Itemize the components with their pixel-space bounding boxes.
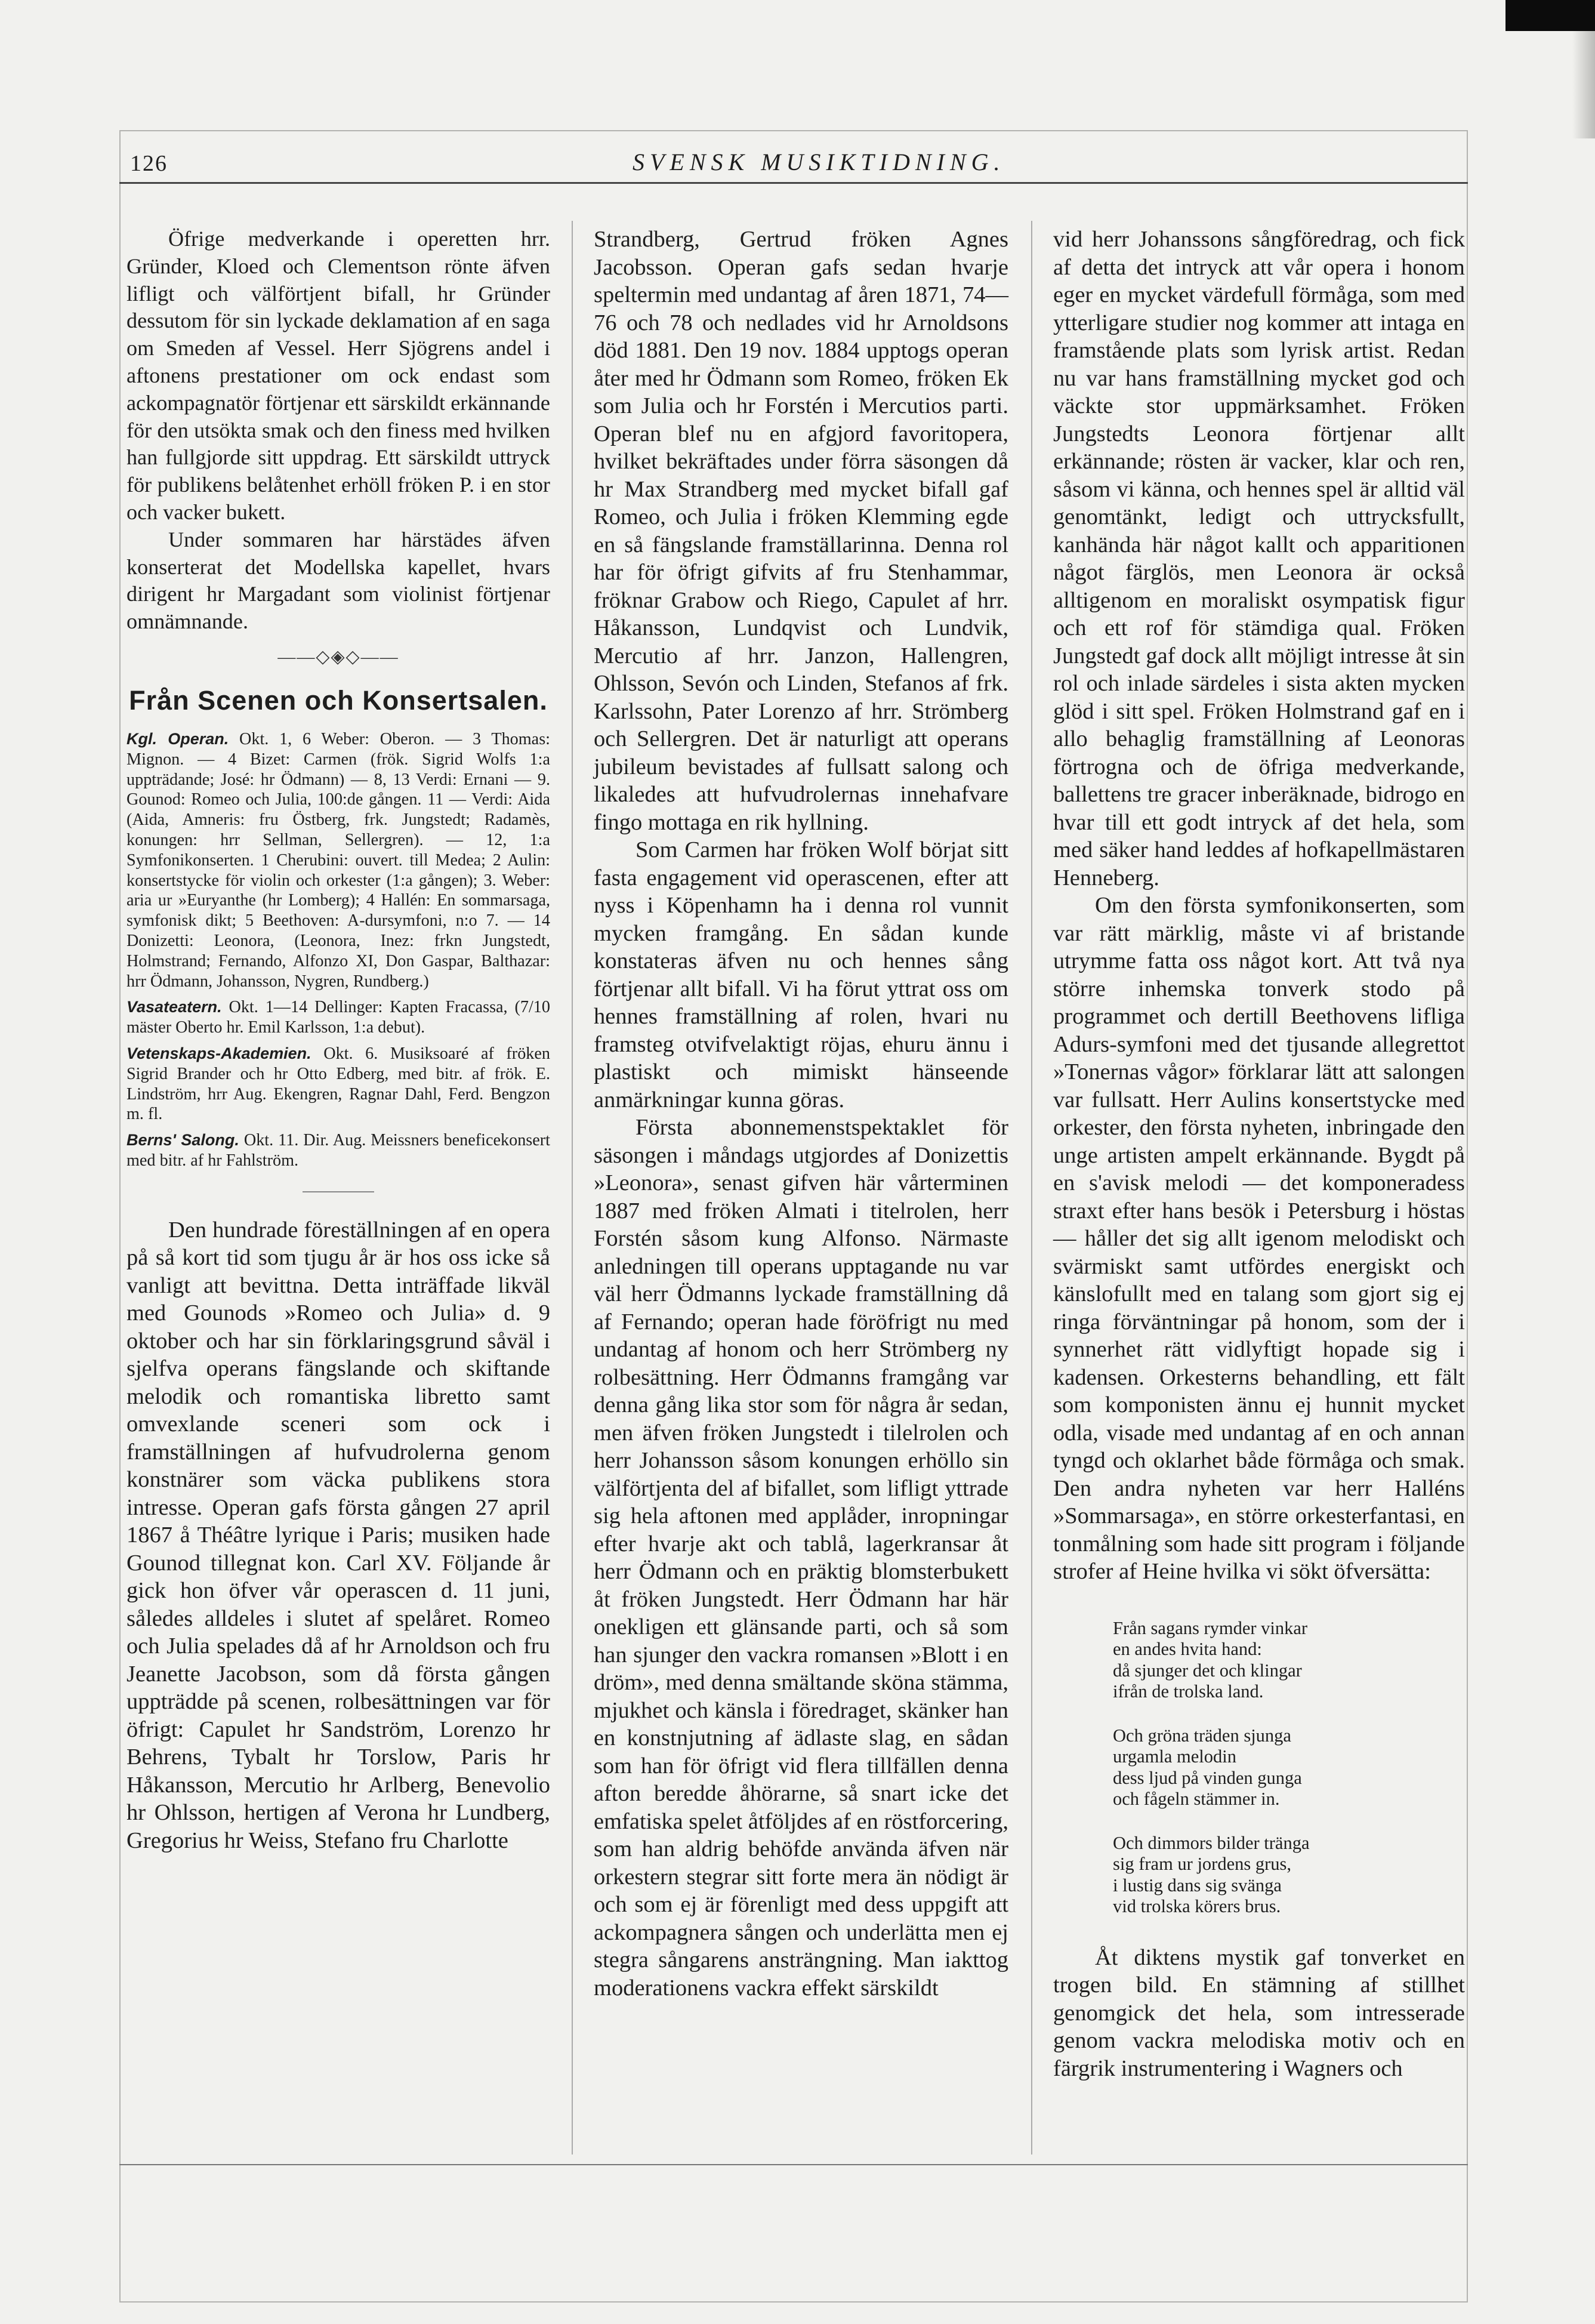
frame-left-line [119, 130, 121, 2303]
paragraph-leonora-continued: vid herr Johanssons sångföredrag, och fick af detta det intryck att vår opera i honom eger en mycket värdefull förmåga, som med ytterligare studier nog kommer att intaga en framstående plats som lyrisk artist. Redan nu var hans framställning mycket god och väckte stor uppmärksamhet. Fröken Jungstedts Leonora förtjenar allt erkännande; rösten är vacker, klar och ren, såsom vi känna, och hennes spel är alltid väl genomtänkt, ledigt och uttrycksfullt, kanhända här något kallt och apparitionen något färglös, men Leonora är också alltigenom en moraliskt osympatisk figur och ett rof för stämdiga qual. Fröken Jungstedt gaf dock allt möjligt intresse åt sin rol och inlade särdeles i sista akten mycken glöd i sitt spel. Fröken Holmstrand gaf en i allo behaglig framställning af Leonoras förtrogna och de öfriga medverkande, ballettens tre gracer inberäknade, bidrogo en hvar till ett godt intryck af det hela, som med säker hand leddes af hofkapellmästaren Henneberg. [1053, 227, 1465, 890]
paragraph-leonora: Första abonnemenstspektaklet för säsongen i måndags utgjordes af Donizettis »Leonora», senast gifven här vårterminen 1887 med fröken Almati i titelrolen, herr Forstén såsom kung Alfonso. Närmaste anledningen till operans upptagande nu var väl herr Ödmanns lyckade framställning då af Fernando; operan hade föröfrigt nu med undantag af honom och herr Strömberg ny rolbesättning. Herr Ödmanns framgång var denna gång lika stor som för några år sedan, men äfven fröken Jungstedt i tilelrolen och herr Johansson såsom konungen erhöllo sin välförtjenta del af bifallet, som lifligt yttrade sig hela aftonen med applåder, inropningar efter hvarje akt och tablå, lagerkransar åt herr Ödmann och en präktig blomsterbukett åt fröken Jungstedt. Herr Ödmann har här onekligen ett glänsande parti, och så som han sjunger den vackra romansen »Blott i en dröm», med denna smältande sköna stämma, mjukhet och känsla i föredraget, skänker han en konstnjutning af ädlaste slag, en sådan som han för öfrigt vid flera tillfällen denna afton beredde åhörarne, så snart icke det emfatiska spelet åtföljdes af en röstforcering, som han aldrig behöfde använda äfven när orkestern stegrar sitt forte mera än nödigt är och som ej är förenligt med dess uppgift att ackompagnera sången och underlätta men ej stegra sångarens ansträngning. Man iakttog moderationens vackra effekt särskildt [594, 1115, 1008, 2001]
ornament-divider: ——◇◈◇—— [277, 646, 399, 667]
poem-line: urgamla melodin [1113, 1746, 1236, 1767]
poem-line: Från sagans rymder vinkar [1113, 1617, 1308, 1638]
listing-kgl-operan [127, 729, 550, 991]
listing-vasateatern [127, 997, 550, 1038]
column-left [127, 226, 550, 1854]
poem-line: Och gröna träden sjunga [1113, 1725, 1291, 1746]
listing-venue: Vasateatern. [127, 998, 222, 1016]
scan-edge-shadow [1572, 31, 1595, 138]
listing-text: Okt. 1, 6 Weber: Oberon. — 3 Thomas: Mignon. — 4 Bizet: Carmen (frök. Sigrid Wolfs 1:a uppträdande; José: hr Ödmann) — 8, 13 Verdi: Ernani — 9. Gounod: Romeo och Julia, 100:de gången. 11 — Verdi: Aida (Aida, Amneris: fru Östberg, frk. Jungstedt; Radamès, konungen: hrr Sellman, Sellergren). — 12, 1:a Symfonikonserten. 1 Cherubini: ouvert. till Medea; 2 Aulin: konsertstycke för violin och orkester (1:a gången); 3. Weber: aria ur »Euryanthe (hr Lomberg); 4 Hallén: En sommarsaga, symfonisk dikt; 5 Beethoven: A-dursymfoni, n:o 7. — 14 Donizetti: Leonora, (Leonora, Inez: frkn Jungstedt, Holmstrand; Fernando, Alfonzo XI, Don Gaspar, Balthazar: hrr Ödmann, Johansson, Nygren, Rundberg.) [127, 729, 550, 991]
frame-top-line [119, 130, 1468, 131]
poem-line: Och dimmors bilder tränga [1113, 1832, 1310, 1853]
header-rule [119, 182, 1468, 184]
poem-line: vid trolska körers brus. [1113, 1896, 1281, 1916]
footer-rule [119, 2164, 1468, 2165]
listing-venue: Kgl. Operan. [127, 729, 229, 748]
frame-bottom-line [119, 2301, 1468, 2303]
poem-stanza [1113, 1618, 1465, 1703]
paragraph-romeo-julia: Den hundrade föreställningen af en opera på så kort tid som tjugu år är hos oss icke så vanligt att bevittna. Detta inträffade likväl med Gounods »Romeo och Julia» d. 9 oktober och har sin förklaringsgrund såväl i sjelfva operans fängslande och skiftande melodik och romantiska libretto samt omvexlande sceneri som ock i framställningen af hufvudrolerna genom konstnärer som väcka publikens stora intresse. Operan gafs första gången 27 april 1867 å Théâtre lyrique i Paris; musiken hade Gounod tillegnat kon. Carl XV. Följande år gick hon öfver vår operascen d. 11 juni, således alldeles i slutet af spelåret. Romeo och Julia spelades då af hr Arnoldson och fru Jeanette Jacobson, som då första gången uppträdde på scenen, rolbesättningen var för öfrigt: Capulet hr Sandström, Lorenzo hr Behrens, Tybalt hr Torslow, Paris hr Håkansson, Mercutio hr Arlberg, Benevolio hr Ohlsson, hertigen af Verona hr Lundberg, Gregorius hr Weiss, Stefano fru Charlotte [127, 1217, 550, 1853]
poem-line: då sjunger det och klingar [1113, 1660, 1302, 1681]
poem-line: dess ljud på vinden gunga [1113, 1767, 1302, 1788]
column-right [1053, 226, 1465, 2082]
listing-text: Okt. 6. Musiksoaré af fröken Sigrid Brander och hr Otto Edberg, med bitr. af frök. E. Lindström, hrr Aug. Ekengren, Ragnar Dahl, Ferd. Bengzon m. fl. [127, 1044, 550, 1124]
paragraph-carmen: Som Carmen har fröken Wolf börjat sitt fasta engagement vid operascenen, efter att nyss i Köpenhamn ha i denna rol vunnit mycken framgång. En sådan kunde konstateras äfven nu och hennes sång förtjenar allt bifall. Vi ha förut yttrat oss om hennes framställning af rolen, hvari nu framsteg otvifvelaktigt röjas, ehuru ännu i plastiskt och mimiskt hänseende anmärkningar kunna göras. [594, 837, 1008, 1112]
column-divider-1 [572, 221, 573, 2155]
paragraph-symfonikonsert: Om den första symfonikonserten, som var rätt märklig, måste vi af bristande utrymme fatta oss något kort. Att två nya större inhemska tonverk stodo på programmet och dertill Beethovens lifliga Adurs-symfoni med det tjusande allegrettot »Tonernas vågor» förklarar lätt att salongen var fullsatt. Herr Aulins konsertstycke med orkester, den första nyheten, inbringade den unge artisten ampelt erkännande. Bygdt på en s'avisk melodi — det komponeradess straxt efter hans besök i Petersburg i höstas — håller det sig allt igenom melodiskt och svärmiskt samt utfördes energiskt och känslofullt med en talang som gjort sig ej ringa förväntningar på honom, som der i synnerhet rätt vidlyftigt hopade sig i kadensen. Orkesterns behandling, ett fält som komponisten ännu ej hunnit mycket odla, visade med undantag af en och annan tyngd och oklarhet både förmåga och smak. Den andra nyheten var herr Halléns »Sommarsaga», en större orkesterfantasi, en tonmålning som hade sitt program i följande strofer af Heine hvilka vi sökt öfversätta: [1053, 893, 1465, 1584]
poem-line: sig fram ur jordens grus, [1113, 1854, 1292, 1874]
listing-venue: Vetenskaps-Akademien. [127, 1044, 311, 1062]
scan-dark-corner [1505, 0, 1595, 31]
heine-poem [1113, 1618, 1465, 1918]
listing-vetenskaps-akademien [127, 1044, 550, 1124]
column-divider-2 [1031, 221, 1032, 2155]
listing-text: Okt. 1—14 Dellinger: Kapten Fracassa, (7/10 mäster Oberto hr. Emil Karlsson, 1:a debut). [127, 998, 550, 1037]
paragraph-tonverket: Åt diktens mystik gaf tonverket en trogen bild. En stämning af stillhet genomgick det hela, som intresserade genom vackra melodiska motiv och en färgrik instrumentering i Wagners och [1053, 1944, 1465, 2081]
listing-text: Okt. 11. Dir. Aug. Meissners beneficekonsert med bitr. af hr Fahlström. [127, 1131, 550, 1170]
section-rule [303, 1191, 374, 1192]
paragraph-modell-kapellet: Under sommaren har härstädes äfven konserterat det Modellska kapellet, hvars dirigent hr Margadant som violinist förtjenar omnämnande. [127, 527, 550, 634]
running-title: SVENSK MUSIKTIDNING. [633, 149, 1005, 175]
listing-berns-salong [127, 1130, 550, 1171]
poem-line: i lustig dans sig svänga [1113, 1875, 1282, 1895]
paragraph-romeo-continued: Strandberg, Gertrud fröken Agnes Jacobsson. Operan gafs sedan hvarje speltermin med undantag af åren 1871, 74—76 och 78 och nedlades vid hr Arnoldsons död 1881. Den 19 nov. 1884 upptogs operan åter med hr Ödmann som Romeo, fröken Ek som Julia och hr Forstén i Mercutios parti. Operan blef nu en afgjord favoritopera, hvilket bekräftades under förra säsongen då hr Max Strandberg med mycket bifall gaf Romeo, och Julia i fröken Klemming egde en så fängslande framställarinna. Denna rol har för öfrigt gifvits af fru Stenhammar, fröknar Grabow och Riego, Capulet af hrr. Håkansson, Lundqvist och Lundvik, Mercutio af hrr. Janzon, Hallengren, Ohlsson, Sevón och Linden, Stefanos af frk. Karlssohn, Pater Lorenzo af hrr. Strömberg och Sellergren. Det är naturligt att operans jubileum bevistades af fullsatt salong och likaledes att hufvudrolernas innehafvare fingo mottaga en rik hyllning. [594, 227, 1008, 835]
page-number: 126 [130, 151, 168, 176]
poem-stanza [1113, 1833, 1465, 1918]
poem-stanza [1113, 1725, 1465, 1810]
poem-line: och fågeln stämmer in. [1113, 1789, 1280, 1809]
section-heading: Från Scenen och Konsertsalen. [129, 685, 548, 716]
column-middle [594, 226, 1008, 2002]
paragraph-operetta-review: Öfrige medverkande i operetten hrr. Gründer, Kloed och Clementson rönte äfven lifligt och välförtjent bifall, hr Gründer dessutom för sin lyckade deklamation af en saga om Smeden af Vessel. Herr Sjögrens andel i aftonens prestationer om ock endast som ackompagnatör förtjenar ett särskildt erkännande för den utsökta smak och den finess med hvilken han fullgjorde sitt uppdrag. Ett särskildt uttryck för publikens belåtenhet erhöll fröken P. i en stor och vacker bukett. [127, 227, 550, 524]
frame-right-line [1467, 130, 1468, 2303]
poem-line: ifrån de trolska land. [1113, 1681, 1264, 1702]
listing-venue: Berns' Salong. [127, 1131, 239, 1149]
poem-line: en andes hvita hand: [1113, 1639, 1262, 1659]
